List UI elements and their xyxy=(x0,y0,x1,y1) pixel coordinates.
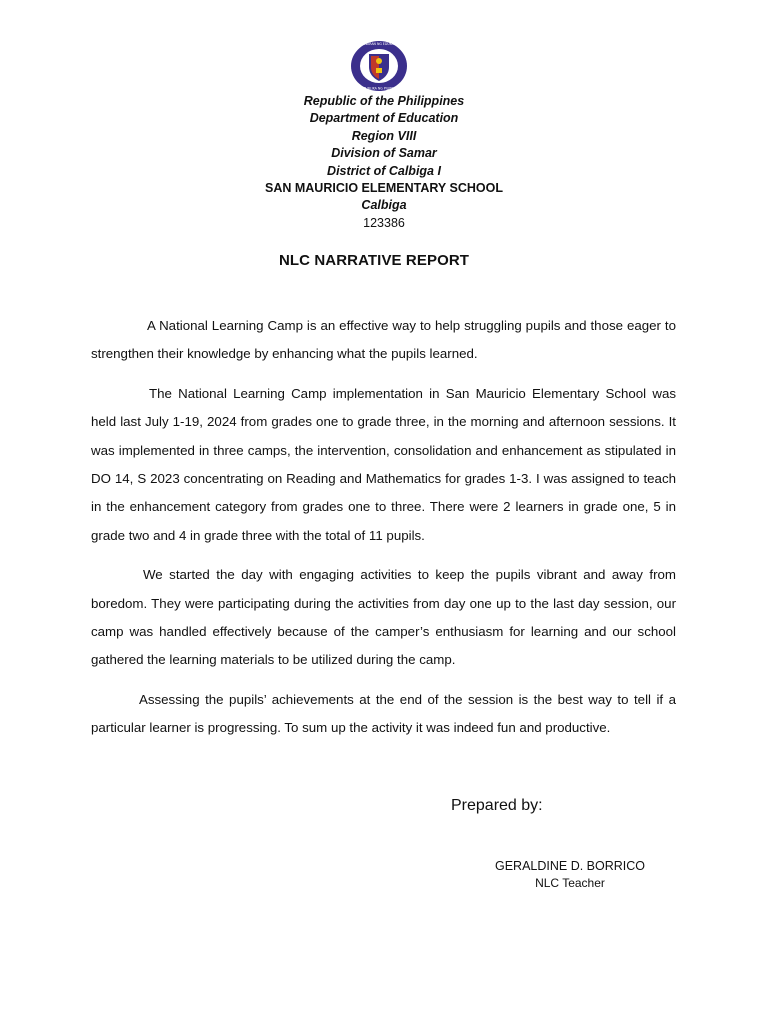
header-division: Division of Samar xyxy=(331,146,437,161)
paragraph-1: A National Learning Camp is an effective way to help struggling pupils and those eager to strengthen their knowledge by enhancing what the pupils learned. xyxy=(91,318,676,362)
seal-arc-text: KAGAWARAN NG EDUKASYON xyxy=(355,42,403,46)
header-municipality: Calbiga xyxy=(361,198,407,213)
paragraph-2: The National Learning Camp implementation in San Mauricio Elementary School was held last July 1-19, 2024 from grades one to grade three, in the morning and afternoon sessions. It was implemented in three camps, the intervention, consolidation and enhancement as stipulated in DO 14, S 2023 concentrating on Reading and Mathematics for grades 1-3. I was assigned to teach in the enhancement category from grades one to three. There were 2 learners in grade one, 5 in grade two and 4 in grade three with the total of 11 pupils. xyxy=(91,385,676,543)
header-school-id: 123386 xyxy=(363,215,405,230)
letterhead xyxy=(0,93,768,232)
report-title: NLC NARRATIVE REPORT xyxy=(278,252,470,269)
seal-bottom-text: REPUBLIKA NG PILIPINAS xyxy=(359,86,399,91)
header-district: District of Calbiga I xyxy=(327,163,441,178)
deped-seal-logo xyxy=(349,40,409,92)
signature-block xyxy=(470,858,670,892)
paragraph-3: We started the day with engaging activities to keep the pupils vibrant and away from boredom. They were participating during the activities from day one up to the last day session, our camp was handled effectively because of the camper’s enthusiasm for learning and our school gathered the learning materials to be utilized during the camp. xyxy=(91,567,676,668)
header-region: Region VIII xyxy=(351,128,417,143)
prepared-by-label: Prepared by: xyxy=(451,797,543,814)
paragraph-4: Assessing the pupils’ achievements at the end of the session is the best way to tell if a particular learner is progressing. To sum up the activity it was indeed fun and productive. xyxy=(91,691,676,736)
signer-role: NLC Teacher xyxy=(535,876,605,890)
signer-name: GERALDINE D. BORRICO xyxy=(494,859,646,873)
header-republic: Republic of the Philippines xyxy=(303,94,465,108)
report-body xyxy=(91,312,676,754)
header-school-name: SAN MAURICIO ELEMENTARY SCHOOL xyxy=(265,181,503,196)
header-department: Department of Education xyxy=(309,111,459,126)
